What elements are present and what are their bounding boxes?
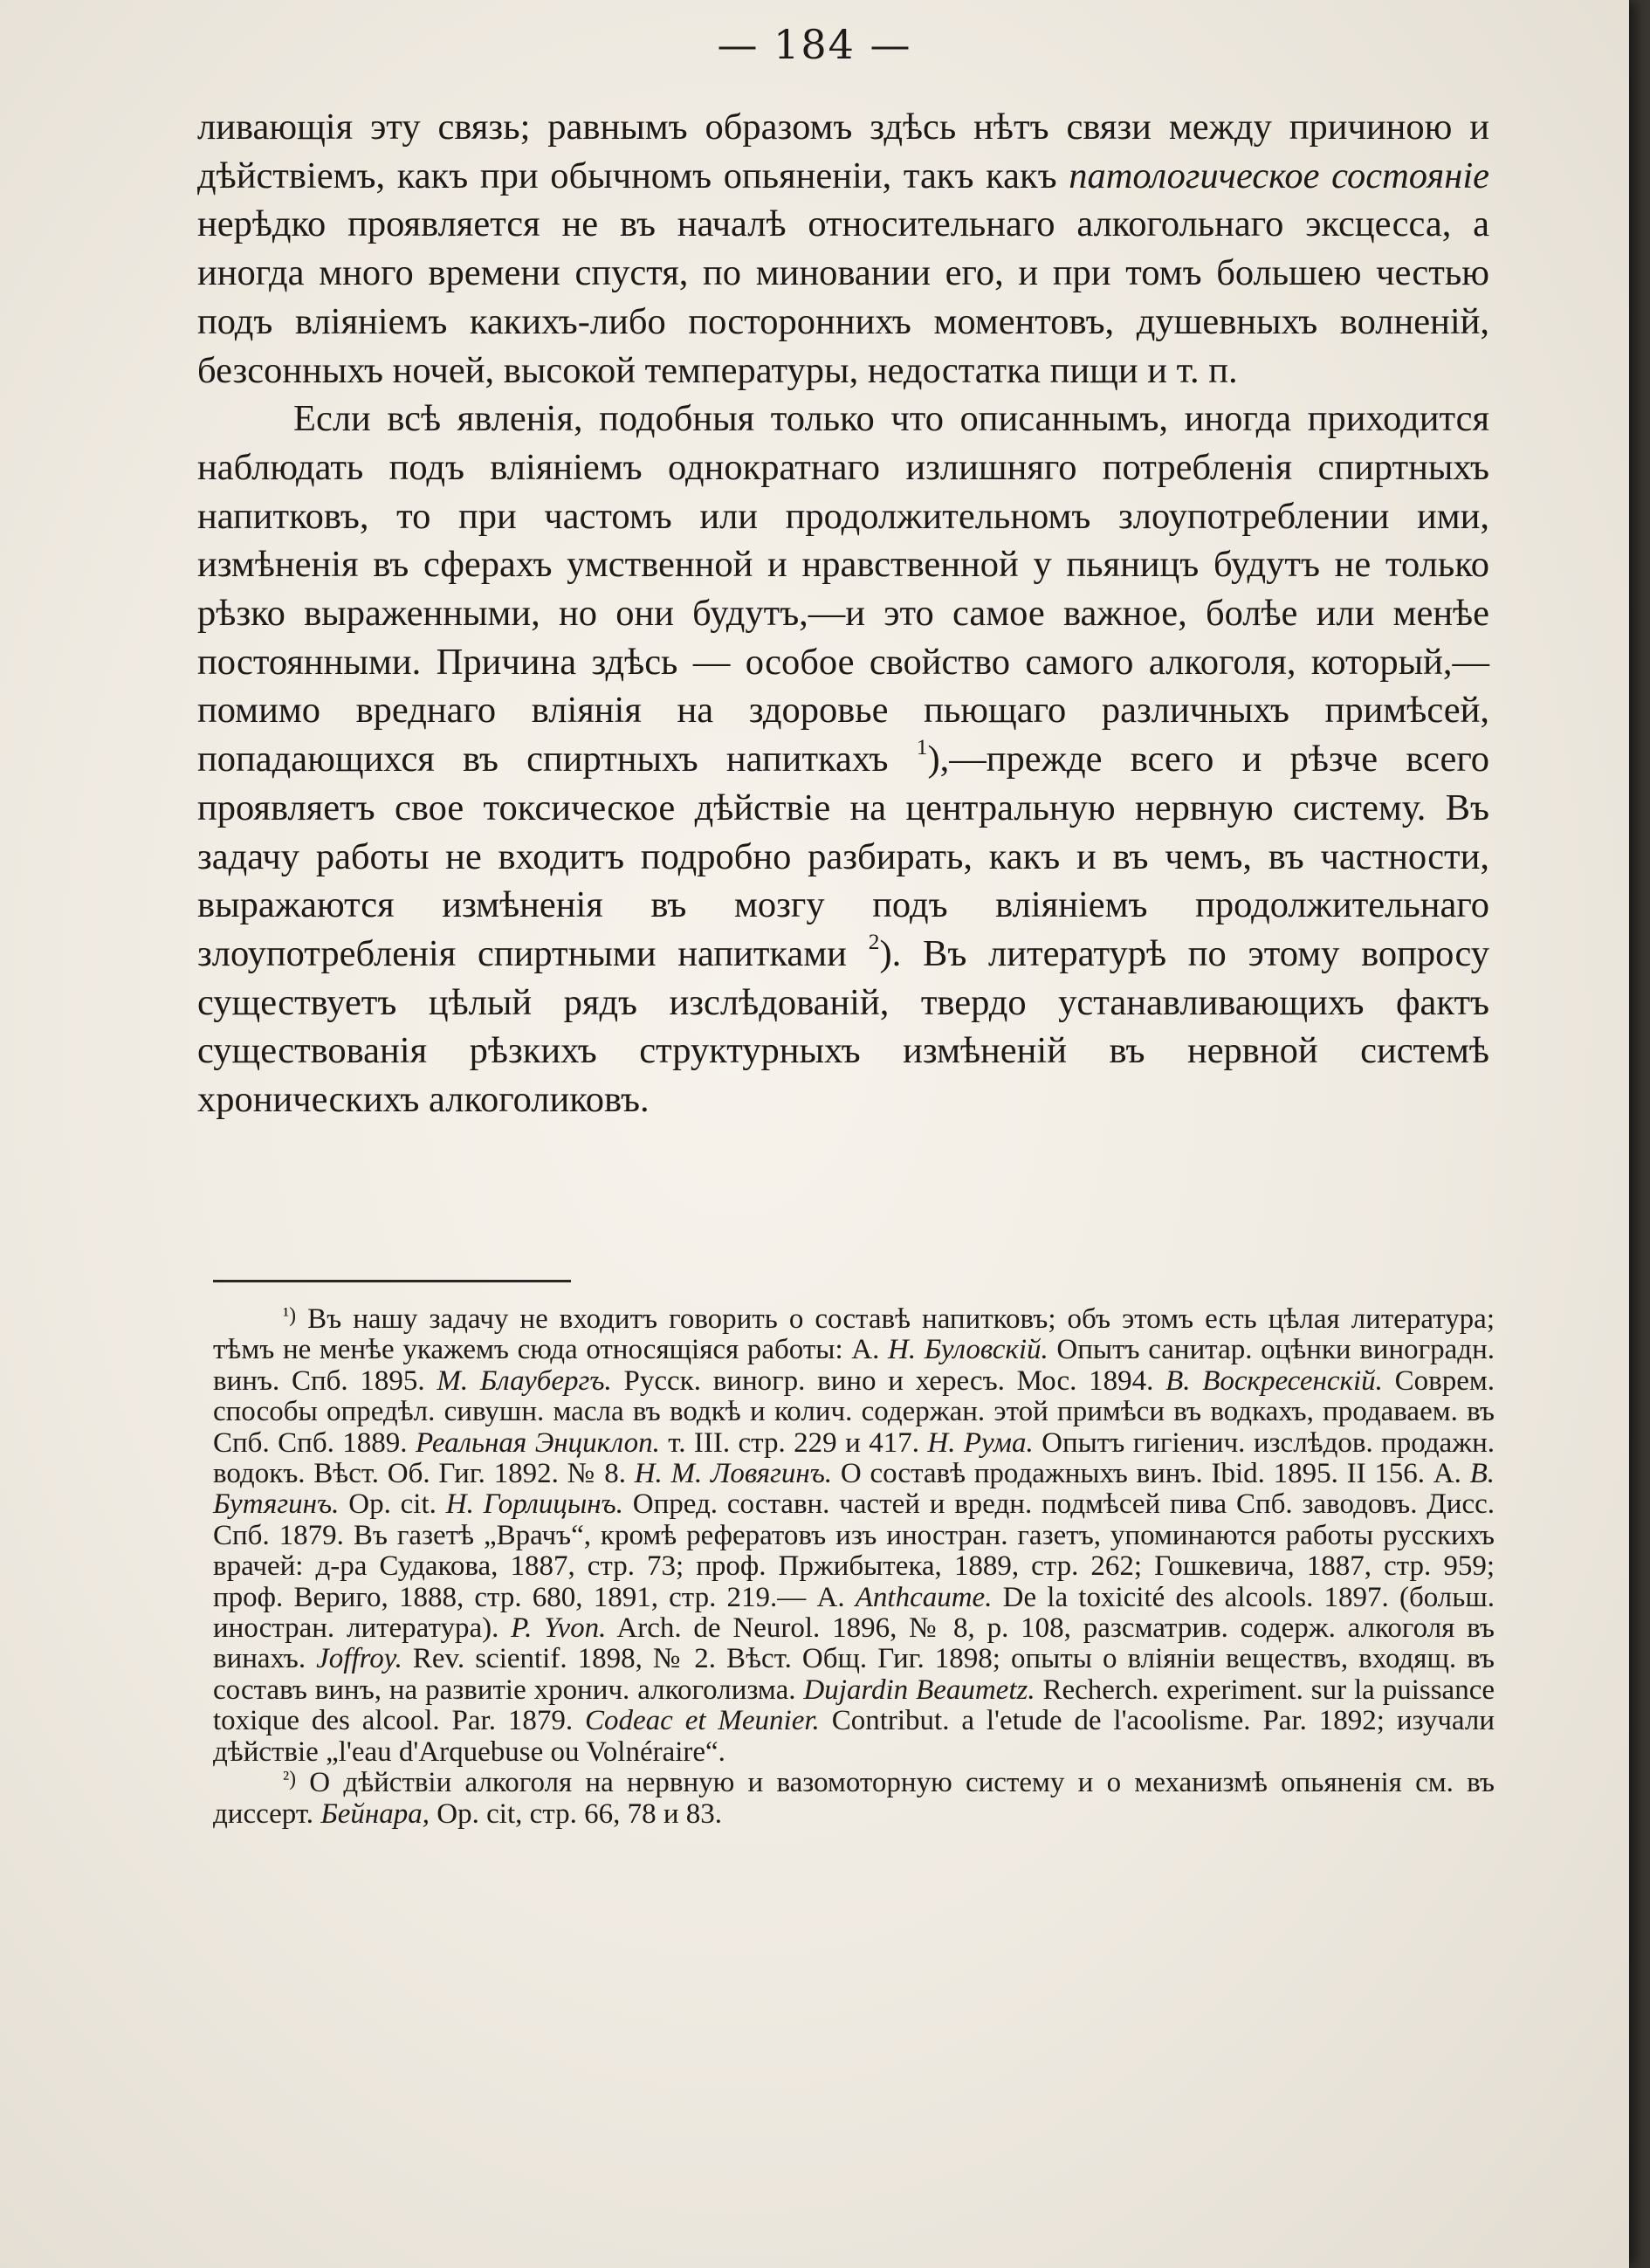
- footnotes: [213, 1304, 1495, 1830]
- footnote-1-text: Русск. виногр. вино и хересъ. Мос. 1894.: [611, 1364, 1166, 1397]
- paragraph-2-text-b: ),—прежде всего и рѣзче всего проявляетъ свое токсическое дѣйствіе на центральную нервную систему. Въ задачу работы не входитъ подробно разбирать, какъ и въ чемъ, въ частности, выражаются измѣненія въ мозгу подъ вліяніемъ продолжительнаго злоупотребленія спиртными напитками: [197, 739, 1490, 974]
- paragraph-1: [197, 103, 1489, 395]
- footnote-1-author: Dujardin Beaumetz.: [803, 1674, 1035, 1706]
- italic-term: патологическое состояніе: [1069, 155, 1489, 196]
- main-text: [197, 103, 1489, 1124]
- footnote-ref-1: 1: [916, 734, 928, 760]
- footnote-1: [213, 1304, 1495, 1768]
- footnote-2-author: Бейнара,: [320, 1797, 430, 1830]
- footnote-1-text: О составѣ продажныхъ винъ. Ibid. 1895. II 156. А.: [832, 1458, 1470, 1490]
- footnote-1-text: Соврем. способы опредѣл. сивушн. масла въ водкѣ и колич. содержан. этой примѣси въ водкахъ, продаваем. въ Спб. Спб. 1889.: [213, 1364, 1495, 1459]
- paragraph-2-text-a: Если всѣ явленія, подобныя только что описаннымъ, иногда приходится наблюдать подъ вліяніемъ однократнаго излишняго потребленія спиртныхъ напитковъ, то при частомъ или продолжительномъ злоупотреблении ими, измѣненія въ сферахъ умственной и нравственной у пьяницъ будутъ не только рѣзко выраженными, но они будутъ,—и это самое важное, болѣе или менѣе постоянными. Причина здѣсь — особое свойство самого алкоголя, который,—помимо вреднаго вліянія на здоровье пьющаго различныхъ примѣсей, попадающихся въ спиртныхъ напиткахъ: [197, 398, 1489, 780]
- footnote-1-text: Recherch. experiment. sur la puissance toxique des alcool. Par. 1879.: [213, 1674, 1495, 1737]
- footnote-1-author: Codeac et Meunier.: [585, 1705, 820, 1737]
- footnote-1-text: Contribut. a l'etude de l'acoolisme. Par. 1892; изучали дѣйствіе „l'eau d'Arquebuse ou Volnéraire“.: [213, 1705, 1495, 1768]
- footnote-1-text: т. III. стр. 229 и 417.: [659, 1426, 928, 1459]
- footnote-1-author: Н. Буловскій.: [888, 1334, 1048, 1366]
- footnote-1-text: Опред. составн. частей и вредн. подмѣсей пива Спб. заводовъ. Дисс. Спб. 1879. Въ газетѣ „Врачъ“, кромѣ рефератовъ изъ иностран. газетъ, упоминаются работы русскихъ врачей: д-ра Судакова, 1887, стр. 73; проф. Пржибытека, 1889, стр. 262; Гошкевича, 1887, стр. 959; проф. Вериго, 1888, стр. 680, 1891, стр. 219.— А.: [213, 1488, 1495, 1613]
- footnote-1-author: Anthcaume.: [855, 1581, 993, 1613]
- footnote-1-text: Op. cit.: [339, 1488, 446, 1521]
- footnote-1-author: Н. Рума.: [927, 1426, 1034, 1459]
- footnote-2-mark: ²): [283, 1767, 297, 1790]
- footnote-1-text: Опытъ гигіенич. изслѣдов. продажн. водокъ. Вѣст. Об. Гиг. 1892. № 8.: [213, 1426, 1495, 1490]
- footnote-1-text: Rev. scientif. 1898, № 2. Вѣст. Общ. Гиг. 1898; опыты о вліяніи веществъ, входящ. въ составъ винъ, на развитіе хронич. алкоголизма.: [213, 1643, 1495, 1706]
- footnote-2-text: Op. cit, стр. 66, 78 и 83.: [430, 1797, 722, 1830]
- footnote-1-author: Н. М. Ловягинъ.: [634, 1458, 833, 1490]
- footnote-1-author: P. Yvon.: [511, 1612, 607, 1645]
- footnote-ref-2: 2: [868, 928, 880, 954]
- footnote-1-author: В. Воскресенскій.: [1165, 1364, 1383, 1397]
- footnote-divider: [213, 1280, 571, 1282]
- page-number: — 184 —: [717, 21, 912, 68]
- footnote-1-author: Н. Горлицынъ.: [445, 1488, 623, 1521]
- footnote-1-author: В. Бутягинъ.: [213, 1458, 1495, 1521]
- footnote-1-author: Реальная Энциклоп.: [415, 1426, 660, 1459]
- footnote-2-text: О дѣйствіи алкоголя на нервную и вазомоторную систему и о механизмѣ опьяненія см. въ диссерт.: [213, 1767, 1495, 1830]
- paragraph-2-text-c: ). Въ литературѣ по этому вопросу существуетъ цѣлый рядъ изслѣдованій, твердо устанавливающихъ фактъ существованія рѣзкихъ структурныхъ измѣненій въ нервной системѣ хроническихъ алкоголиковъ.: [197, 932, 1489, 1121]
- footnote-2: [213, 1768, 1495, 1830]
- footnote-1-text: De la toxicité des alcools. 1897. (больш. иностран. литература).: [213, 1581, 1495, 1645]
- footnote-1-author: Joffroy.: [316, 1643, 402, 1675]
- footnote-1-author: М. Блаубергъ.: [437, 1364, 612, 1397]
- footnote-1-mark: ¹): [283, 1303, 297, 1327]
- paragraph-1-text: ливающія эту связь; равнымъ образомъ здѣсь нѣтъ связи между причиною и дѣйствіемъ, какъ при обычномъ опьяненіи, такъ какъ: [197, 107, 1489, 196]
- paragraph-2: [197, 395, 1489, 1124]
- footnote-1-text: Arch. de Neurol. 1896, № 8, p. 108, разсматрив. содерж. алкоголя въ винахъ.: [213, 1612, 1495, 1675]
- footnote-1-text: Опытъ санитар. оцѣнки виноградн. винъ. Спб. 1895.: [213, 1334, 1495, 1397]
- paragraph-1-end: нерѣдко проявляется не въ началѣ относительнаго алкогольнаго эксцесса, а иногда много времени спустя, по миновании его, и при томъ большею честью подъ вліяніемъ какихъ-либо постороннихъ моментовъ, душевныхъ волненій, безсонныхъ ночей, высокой температуры, недостатка пищи и т. п.: [197, 203, 1489, 391]
- footnote-1-text: Въ нашу задачу не входитъ говорить о составѣ напитковъ; объ этомъ есть цѣлая литература; тѣмъ не менѣе укажемъ сюда относящіяся работы: А.: [213, 1303, 1495, 1366]
